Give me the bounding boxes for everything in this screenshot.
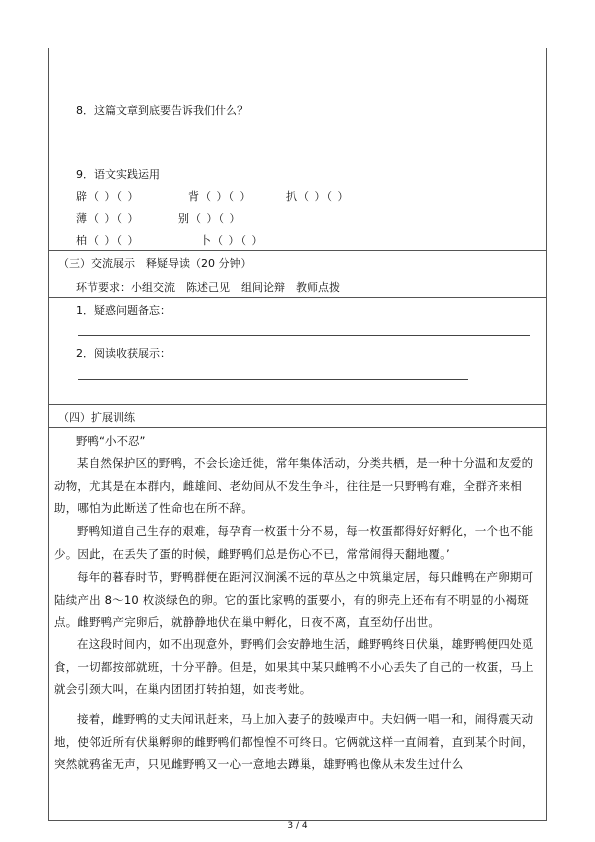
- article-title: 野鸭“小不忍”: [76, 434, 146, 448]
- section-4-title: （四）扩展训练: [58, 411, 135, 424]
- q9-item: 辟（ ）（ ）: [76, 190, 140, 203]
- table-divider: [48, 404, 546, 405]
- question-8: 8．这篇文章到底要告诉我们什么？: [76, 104, 248, 117]
- article-paragraph: 野鸭知道自己生存的艰难，每孕育一枚蛋十分不易，每一枚蛋都得好好孵化，一个也不能少。因此，在丢失了蛋的时候，雌野鸭们总是伤心不已，常常闹得天翻地覆。’: [54, 524, 534, 561]
- question-9-title: 9．语文实践运用: [76, 168, 160, 181]
- q9-item: 薄（ ）（ ）: [76, 212, 140, 225]
- q9-item: 背（ ）（ ）: [188, 190, 252, 203]
- table-divider: [48, 250, 546, 251]
- answer-line[interactable]: [78, 335, 530, 336]
- answer-line[interactable]: [78, 379, 468, 380]
- q9-item: 卜（ ）（ ）: [200, 234, 264, 247]
- article-paragraph: 接着，雌野鸭的丈夫闻讯赶来，马上加入妻子的鼓噪声中。夫妇俩一唱一和，闹得震天动地，使邻近所有伏巢孵卵的雌野鸭们都惶惶不可终日。它俩就这样一直闹着，直到某个时间，突然就鸦雀无声，只见雌野鸭又一心一意地去蹲巢，雄野鸭也像从未发生过什么: [54, 712, 534, 771]
- note-1-label: 1．疑惑问题备忘：: [76, 304, 171, 317]
- q9-item: 扒（ ）（ ）: [286, 190, 350, 203]
- q9-item: 别（ ）（ ）: [178, 212, 242, 225]
- section-3-requirement: 环节要求：小组交流 陈述己见 组间论辩 教师点拨: [76, 281, 340, 294]
- article-paragraph: 在这段时间内，如不出现意外，野鸭们会安静地生活，雌野鸭终日伏巢，雄野鸭便四处觅食，一切都按部就班，十分平静。但是，如果其中某只雌鸭不小心丢失了自己的一枚蛋，马上就会引颈大叫，在巢内团团打转拍翅，如丧考妣。: [54, 637, 534, 696]
- table-divider: [48, 427, 546, 428]
- table-divider: [48, 297, 546, 298]
- page-number: 3 / 4: [287, 821, 308, 831]
- section-3-title: （三）交流展示 释疑导读（20 分钟）: [58, 257, 252, 270]
- q9-item: 柏（ ）（ ）: [76, 234, 140, 247]
- article-paragraph: 每年的暮春时节，野鸭群便在距河汉涧溪不远的草丛之中筑巢定居，每只雌鸭在产卵期可陆续产出 8～10 枚淡绿色的卵。它的蛋比家鸭的蛋要小，有的卵壳上还布有不明显的小褐斑点。雌野鸭产完卵后，就静静地伏在巢中孵化，日夜不离，直至幼仔出世。: [54, 570, 534, 629]
- note-2-label: 2．阅读收获展示：: [76, 347, 171, 360]
- article-paragraph: 某自然保护区的野鸭，不会长途迁徙，常年集体活动，分类共栖，是一种十分温和友爱的动物，尤其是在本群内，雌雄间、老幼间从不发生争斗，往往是一只野鸭有难，全群齐来相助，哪怕为此断送了性命也在所不辞。: [54, 456, 534, 515]
